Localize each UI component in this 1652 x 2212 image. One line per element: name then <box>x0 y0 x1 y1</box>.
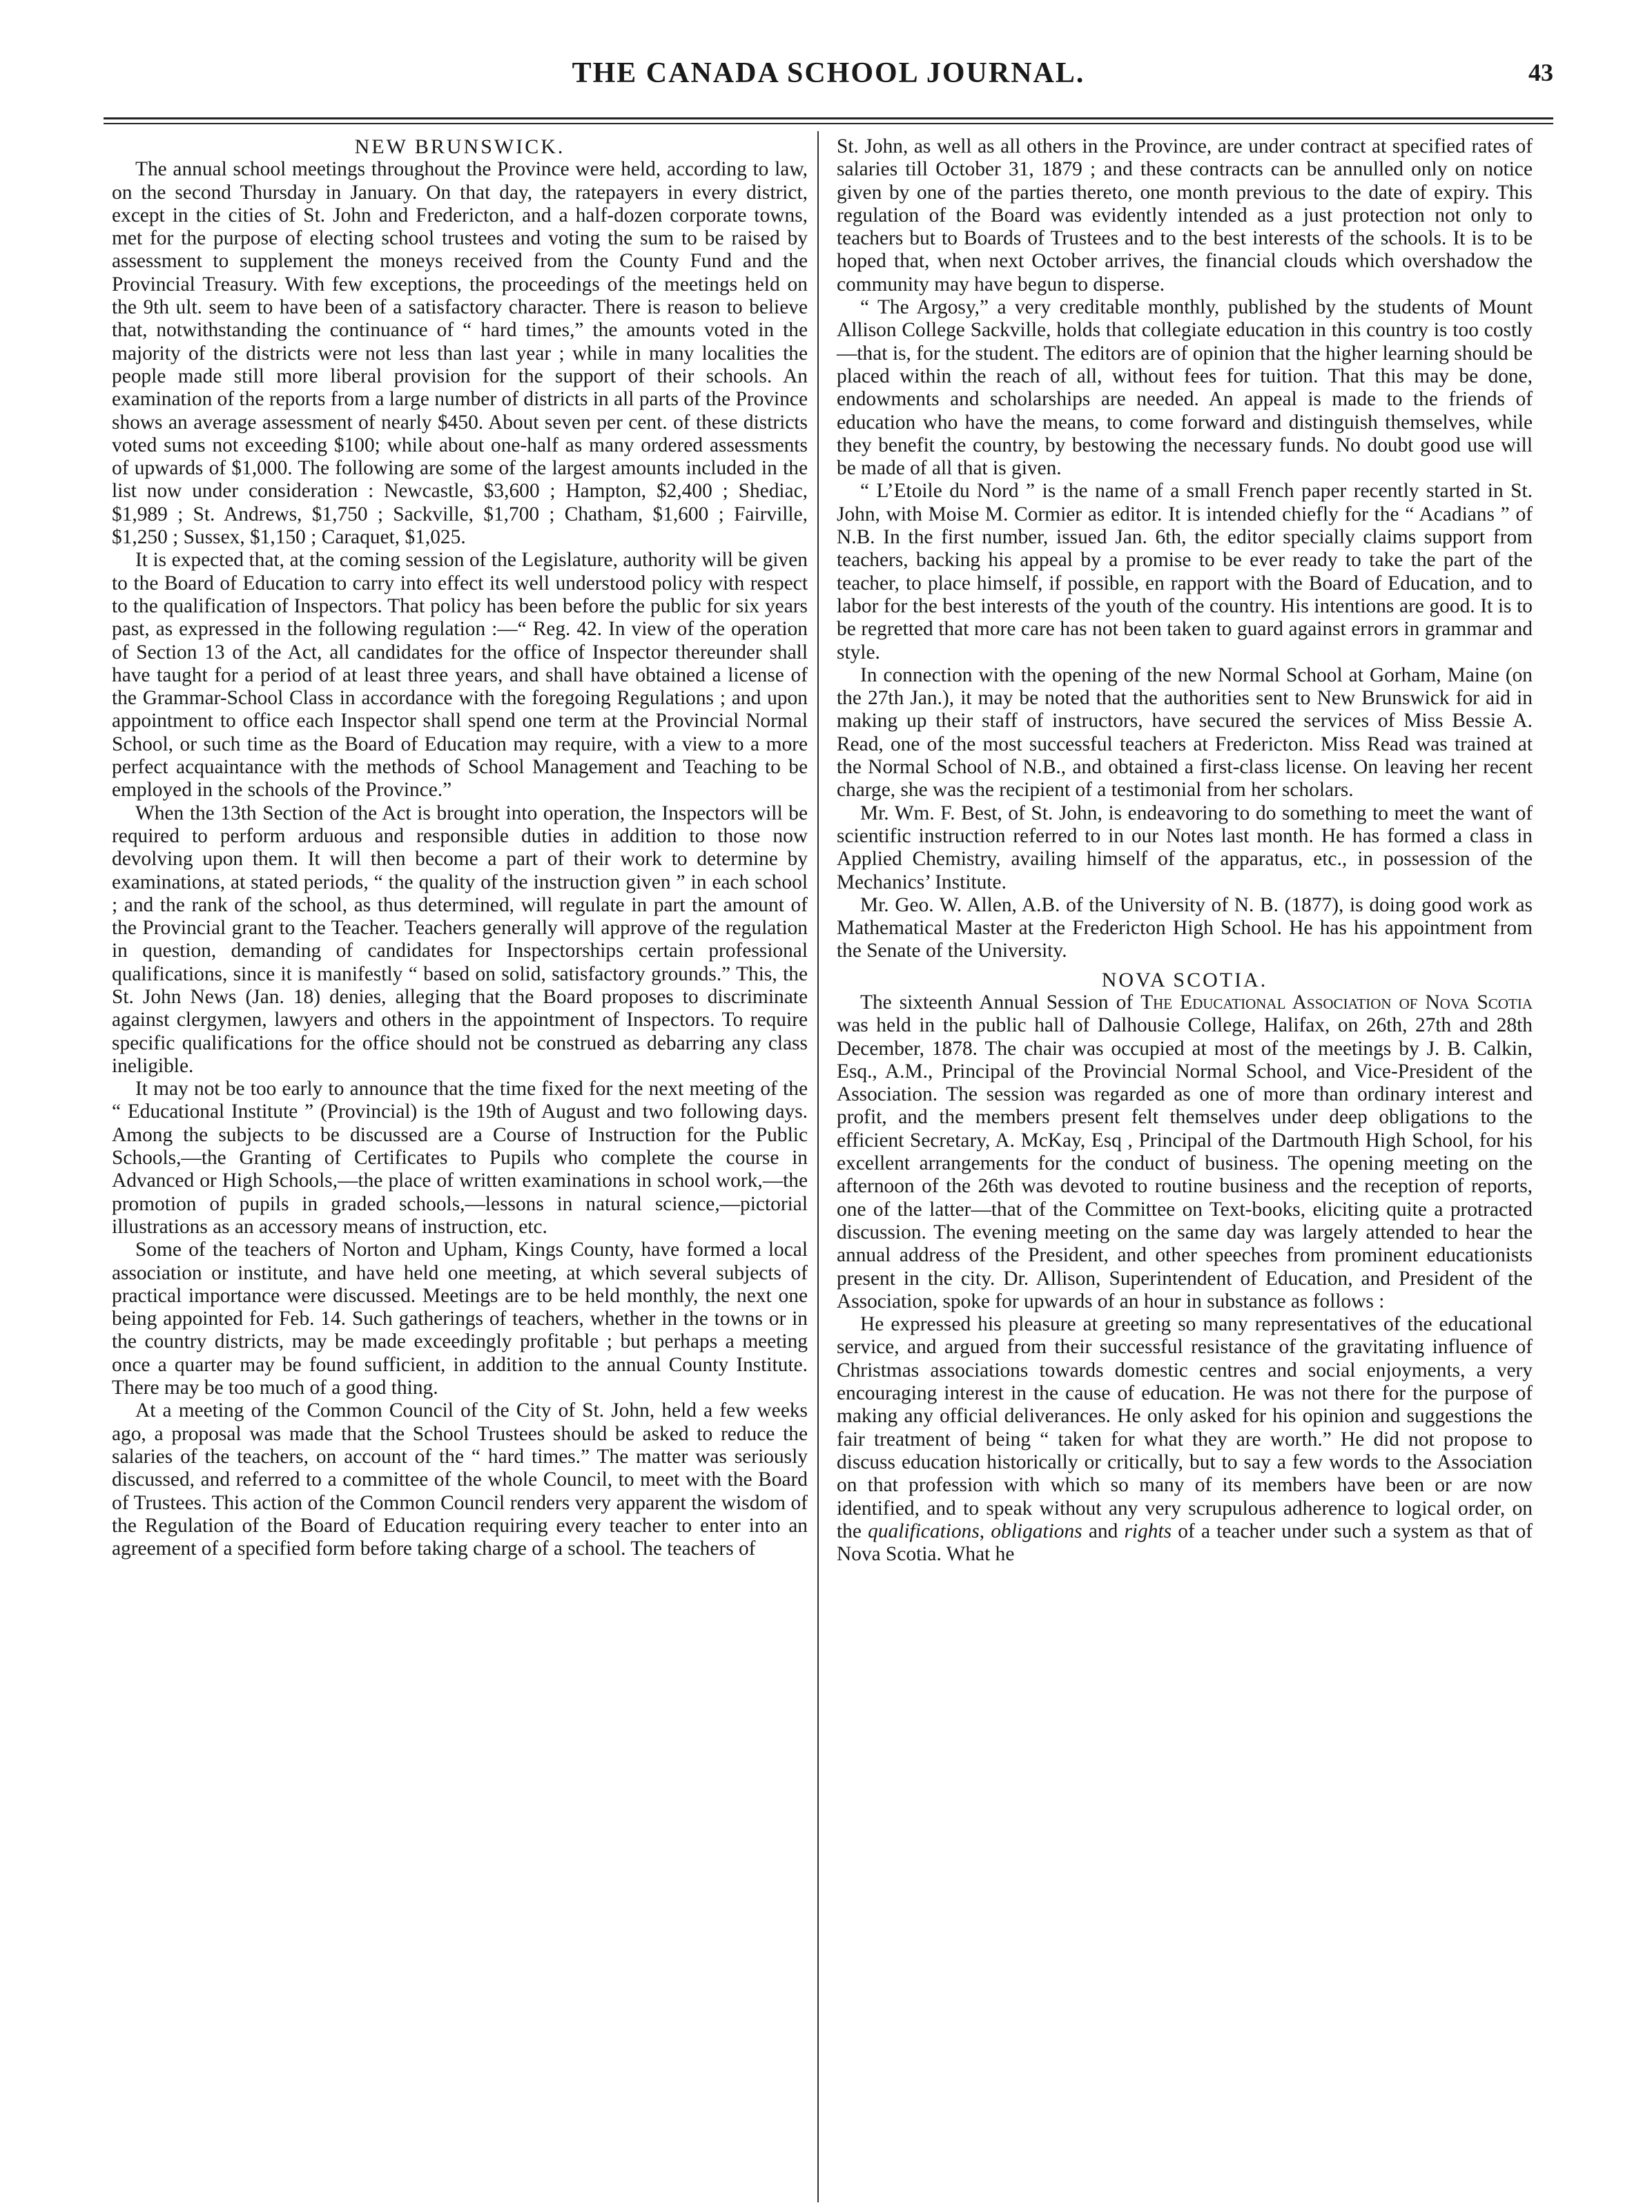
text-run: was held in the public hall of Dalhousie College, Halifax, on 26th, 27th and 28th December, 1878. The chair was occupied at most of the meetings by J. B. Calkin, Esq., A.M., Principal of the Provincial Normal School, and Vice-President of the Association. The session was regarded as one of more than ordinary interest and profit, and the members present felt themselves under deep obligations to the efficient Secretary, A. McKay, Esq , Principal of the Dartmouth High School, for his excellent arrangements for the conduct of business. The opening meeting on the afternoon of the 26th was devoted to routine business and the reception of reports, one of the latter—that of the Committee on Text-books, eliciting quite a protracted discussion. The evening meeting on the same day was largely attended to hear the annual address of the President, and other speeches from prominent educationists present in the city. Dr. Allison, Superintendent of Education, and President of the Association, spoke for upwards of an hour in substance as follows : <box>837 1014 1533 1312</box>
paragraph: It is expected that, at the coming session of the Legislature, authority will be given to the Board of Education to carry into effect its well understood policy with respect to the qualification of Inspectors. That policy has been before the public for six years past, as expressed in the following regulation :—“ Reg. 42. In view of the operation of Section 13 of the Act, all candidates for the office of Inspector thereunder shall have taught for a period of at least three years, and shall have obtained a license of the Grammar-School Class in accordance with the foregoing Regulations ; and upon appointment to office each Inspector shall spend one term at the Provincial Normal School, or such time as the Board of Education may require, with a view to a more perfect acquaintance with the methods of School Management and Teaching to be employed in the schools of the Province.” <box>112 549 808 802</box>
association-name: The Educational Association of Nova Scotia <box>1140 991 1533 1013</box>
paragraph: “ The Argosy,” a very creditable monthly, published by the students of Mount Allison College Sackville, holds that collegiate education in this country is too costly—that is, for the student. The editors are of opinion that the higher learning should be placed within the reach of all, without fees for tuition. That this may be done, endowments and scholarships are needed. An appeal is made to the friends of education who have the means, to come forward and distinguish themselves, while they benefit the country, by bestowing the necessary funds. No doubt good use will be made of all that is given. <box>837 296 1533 480</box>
paragraph: The annual school meetings throughout the Province were held, according to law, on the second Thursday in January. On that day, the ratepayers in every district, except in the cities of St. John and Fredericton, and a half-dozen corporate towns, met for the purpose of electing school trustees and voting the sum to be raised by assessment to supplement the moneys received from the County Fund and the Provincial Treasury. With few exceptions, the proceedings of the meetings held on the 9th ult. seem to have been of a satisfactory character. There is reason to believe that, notwithstanding the continuance of “ hard times,” the amounts voted in the majority of the districts were not less than last year ; while in many localities the people made still more liberal provision for the support of their schools. An examination of the reports from a large number of districts in all parts of the Province shows an average assessment of nearly $450. About seven per cent. of these districts voted sums not exceeding $100; while about one-half as many ordered assessments of upwards of $1,000. The following are some of the largest amounts included in the list now under consideration : Newcastle, $3,600 ; Hampton, $2,400 ; Shediac, $1,989 ; St. Andrews, $1,750 ; Sackville, $1,700 ; Chatham, $1,600 ; Fairville, $1,250 ; Sussex, $1,150 ; Caraquet, $1,025. <box>112 158 808 549</box>
text-run: The sixteenth Annual Session of <box>860 991 1141 1013</box>
paragraph <box>837 1313 1533 1566</box>
journal-title: THE CANADA SCHOOL JOURNAL. <box>572 57 1085 89</box>
column-divider <box>817 131 819 2202</box>
paragraph: Some of the teachers of Norton and Upham, Kings County, have formed a local association or institute, and have held one meeting, at which several subjects of practical importance were discussed. Meetings are to be held monthly, the next one being appointed for Feb. 14. Such gatherings of teachers, whether in the towns or in the country districts, may be made exceedingly profitable ; but perhaps a meeting once a quarter may be found sufficient, in addition to the annual County Institute. There may be too much of a good thing. <box>112 1239 808 1399</box>
emphasis-rights: rights <box>1124 1520 1172 1542</box>
paragraph: When the 13th Section of the Act is brought into operation, the Inspectors will be required to perform arduous and responsible duties in addition to those now devolving upon them. It will then become a part of their work to determine by examinations, at stated periods, “ the quality of the instruction given ” in each school ; and the rank of the school, as thus determined, will regulate in part the amount of the Provincial grant to the Teacher. Teachers generally will approve of the regulation in question, demanding of candidates for Inspectorships certain professional qualifications, since it is manifestly “ based on solid, satisfactory grounds.” This, the St. John News (Jan. 18) denies, alleging that the Board proposes to discriminate against clergymen, lawyers and others in the appointment of Inspectors. To require specific qualifications for the office should not be construed as debarring any class ineligible. <box>112 802 808 1077</box>
paragraph: Mr. Geo. W. Allen, A.B. of the University of N. B. (1877), is doing good work as Mathematical Master at the Fredericton High School. He has his appointment from the Senate of the University. <box>837 893 1533 962</box>
text-run: and <box>1082 1520 1125 1542</box>
section-heading-new-brunswick: NEW BRUNSWICK. <box>354 135 565 158</box>
paragraph: At a meeting of the Common Council of the City of St. John, held a few weeks ago, a proposal was made that the School Trustees should be asked to reduce the salaries of the teachers, on account of the “ hard times.” The matter was seriously discussed, and referred to a committee of the whole Council, to meet with the Board of Trustees. This action of the Common Council renders very apparent the wisdom of the Regulation of the Board of Education requiring every teacher to enter into an agreement of a specified form before taking charge of a school. The teachers of <box>112 1399 808 1560</box>
header-rule-bottom <box>104 123 1553 124</box>
right-column <box>837 135 1533 1566</box>
running-head <box>104 54 1553 102</box>
paragraph: It may not be too early to announce that the time fixed for the next meeting of the “ Educational Institute ” (Provincial) is the 19th of August and two following days. Among the subjects to be discussed are a Course of Instruction for the Public Schools,—the Granting of Certificates to Pupils who complete the course in Advanced or High Schools,—the place of written examinations in school work,—the promotion of pupils in graded schools,—lessons in natural science,—pictorial illustrations as an accessory means of instruction, etc. <box>112 1078 808 1238</box>
left-column <box>112 135 808 1560</box>
header-rule-top <box>104 117 1553 119</box>
paragraph-continued: St. John, as well as all others in the Province, are under contract at specified rates of salaries till October 31, 1879 ; and these contracts can be annulled only on notice given by one of the parties thereto, one month previous to the date of expiry. This regulation of the Board was evidently intended as a just protection not only to teachers but to Boards of Trustees and to the best interests of the schools. It is to be hoped that, when next October arrives, the financial clouds which overshadow the community may have begun to disperse. <box>837 135 1533 295</box>
paragraph: “ L’Etoile du Nord ” is the name of a small French paper recently started in St. John, with Moise M. Cormier as editor. It is intended chiefly for the “ Acadians ” of N.B. In the first number, issued Jan. 6th, the editor specially claims support from teachers, backing his appeal by a promise to be ever ready to take the part of the teacher, to place himself, if possible, en rapport with the Board of Education, and to labor for the best interests of the youth of the country. His intentions are good. It is to be regretted that more care has not been taken to guard against errors in grammar and style. <box>837 480 1533 663</box>
text-run: He expressed his pleasure at greeting so many representatives of the educational service, and argued from their successful resistance of the gravitating influence of Christmas associations towards domestic centres and social enjoyments, a very encouraging interest in the cause of education. He was not there for the purpose of making any official deliverances. He only asked for his opinion and suggestions the fair treatment of being “ taken for what they are worth.” He did not propose to discuss education historically or critically, but to say a few words to the Association on that profession with which so many of its members have been or are now identified, and to speak without any very scrupulous adherence to logical order, on the <box>837 1313 1533 1542</box>
text-run: , <box>979 1520 991 1542</box>
section-heading-nova-scotia: NOVA SCOTIA. <box>1101 968 1268 991</box>
page-number: 43 <box>1528 59 1553 86</box>
paragraph: Mr. Wm. F. Best, of St. John, is endeavoring to do something to meet the want of scientific instruction referred to in our Notes last month. He has formed a class in Applied Chemistry, availing himself of the apparatus, etc., in possession of the Mechanics’ Institute. <box>837 802 1533 893</box>
text-run: of a teacher under such a system as that of Nova Scotia. What he <box>837 1520 1533 1566</box>
emphasis-qualifications: qualifications <box>868 1520 980 1542</box>
paragraph: In connection with the opening of the new Normal School at Gorham, Maine (on the 27th Jan.), it may be noted that the authorities sent to New Brunswick for aid in making up their staff of instructors, have secured the services of Miss Bessie A. Read, one of the most successful teachers at Fredericton. Miss Read was trained at the Normal School of N.B., and obtained a first-class license. On leaving her recent charge, she was the recipient of a testimonial from her scholars. <box>837 663 1533 802</box>
emphasis-obligations: obligations <box>991 1520 1082 1542</box>
paragraph <box>837 991 1533 1313</box>
